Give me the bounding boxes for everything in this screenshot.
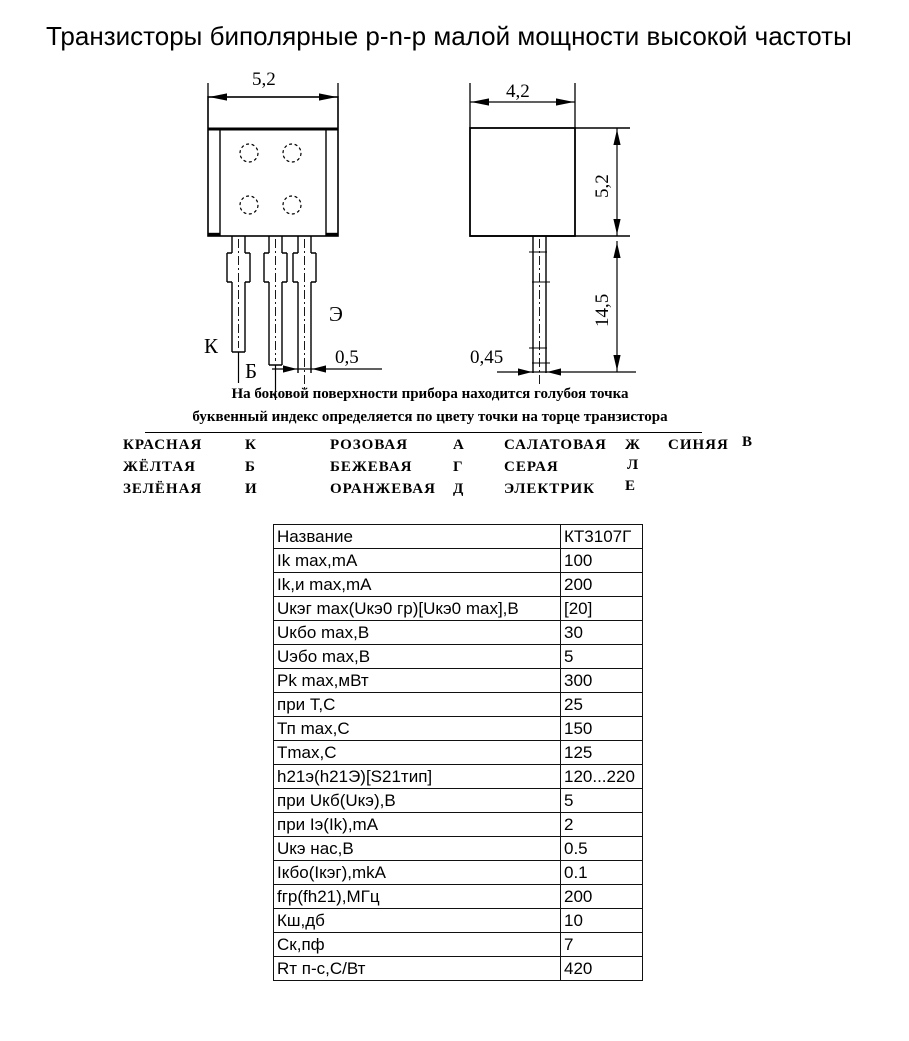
dim-arrow [209, 93, 227, 100]
color-name: КРАСНАЯ [123, 437, 203, 453]
param-value-cell: 300 [561, 669, 643, 693]
front-width-dim-label: 5,2 [252, 69, 276, 90]
param-name-cell: Uкэг max(Uкэ0 гр)[Uкэ0 max],В [274, 597, 561, 621]
color-name: РОЗОВАЯ [330, 437, 409, 453]
table-row [274, 573, 643, 597]
color-name: СИНЯЯ [668, 437, 729, 453]
front-view-drawing [204, 69, 382, 400]
param-name-cell: Тп max,С [274, 717, 561, 741]
param-name-cell: Ik,и max,mA [274, 573, 561, 597]
param-name-cell: Ik max,mA [274, 549, 561, 573]
dim-arrow [471, 98, 489, 105]
dim-arrow [613, 355, 620, 371]
dim-arrow [613, 243, 620, 259]
side-lead [529, 236, 550, 387]
table-row [274, 645, 643, 669]
param-name-cell: Uкбо max,В [274, 621, 561, 645]
table-row [274, 813, 643, 837]
param-value-cell: 25 [561, 693, 643, 717]
param-name-cell: Uэбо max,В [274, 645, 561, 669]
dim-arrow [312, 365, 326, 372]
note-letter-index: буквенный индекс определяется по цвету точки на торце транзистора [192, 409, 668, 425]
param-value-cell: 2 [561, 813, 643, 837]
color-code: А [453, 437, 465, 453]
base-lead [264, 236, 287, 400]
hole-circle [283, 144, 301, 162]
table-row [274, 525, 643, 549]
param-value-cell: 30 [561, 621, 643, 645]
param-value-cell: 200 [561, 573, 643, 597]
color-name: СЕРАЯ [504, 459, 559, 475]
dim-arrow [319, 93, 337, 100]
param-name-cell: Rт п-с,С/Вт [274, 957, 561, 981]
table-row [274, 885, 643, 909]
table-row [274, 837, 643, 861]
hole-circle [283, 196, 301, 214]
color-code: Ж [625, 437, 641, 453]
param-value-cell: 120...220 [561, 765, 643, 789]
side-view-drawing [470, 81, 636, 387]
param-value-cell: 5 [561, 645, 643, 669]
front-lead-width-dim-label: 0,5 [335, 347, 359, 368]
param-value-cell: 420 [561, 957, 643, 981]
table-row [274, 765, 643, 789]
color-name: ОРАНЖЕВАЯ [330, 481, 436, 497]
table-row [274, 957, 643, 981]
hole-circle [240, 196, 258, 214]
param-name-cell: при Iэ(Ik),mA [274, 813, 561, 837]
table-row [274, 789, 643, 813]
color-name: ЖЁЛТАЯ [123, 459, 196, 475]
side-height-dim-label: 5,2 [592, 174, 613, 198]
table-row [274, 909, 643, 933]
color-name: ЭЛЕКТРИК [504, 481, 595, 497]
param-value-cell: 150 [561, 717, 643, 741]
dim-arrow [518, 368, 532, 375]
color-code: И [245, 481, 258, 497]
color-code: Е [625, 478, 637, 494]
hole-circle [240, 144, 258, 162]
param-value-cell: КТ3107Г [561, 525, 643, 549]
parameter-table [273, 524, 643, 981]
dim-arrow [547, 368, 561, 375]
param-value-cell: [20] [561, 597, 643, 621]
param-name-cell: Uкэ нас,В [274, 837, 561, 861]
param-name-cell: Pk max,мВт [274, 669, 561, 693]
table-row [274, 717, 643, 741]
param-name-cell: h21э(h21Э)[S21тип] [274, 765, 561, 789]
table-row [274, 669, 643, 693]
color-code: Д [453, 481, 465, 497]
table-row [274, 549, 643, 573]
note-blue-dot: На боковой поверхности прибора находится голубоя точка [231, 386, 629, 402]
dim-arrow [556, 98, 574, 105]
color-code: К [245, 437, 257, 453]
param-name-cell: Tmax,С [274, 741, 561, 765]
param-name-cell: fгр(fh21),МГц [274, 885, 561, 909]
param-name-cell: Ск,пф [274, 933, 561, 957]
color-name: ЗЕЛЁНАЯ [123, 481, 203, 497]
table-row [274, 933, 643, 957]
param-name-cell: Iкбо(Iкэг),mkA [274, 861, 561, 885]
param-name-cell: Кш,дб [274, 909, 561, 933]
side-lead-width-dim-label: 0,45 [470, 347, 504, 368]
param-value-cell: 7 [561, 933, 643, 957]
param-value-cell: 0.5 [561, 837, 643, 861]
dim-arrow [613, 130, 620, 146]
page-title: Транзисторы биполярные p-n-p малой мощности высокой частоты [46, 21, 852, 51]
color-code: Г [453, 459, 464, 475]
side-lead-length-dim-label: 14,5 [592, 293, 613, 327]
param-name-cell: при Uкб(Uкэ),В [274, 789, 561, 813]
table-row [274, 597, 643, 621]
param-value-cell: 100 [561, 549, 643, 573]
color-name: БЕЖЕВАЯ [330, 459, 413, 475]
table-row [274, 861, 643, 885]
emitter-label: Э [329, 302, 343, 326]
param-value-cell: 200 [561, 885, 643, 909]
dim-arrow [613, 219, 620, 235]
param-name-cell: Название [274, 525, 561, 549]
param-name-cell: при Т,С [274, 693, 561, 717]
table-row [274, 693, 643, 717]
param-value-cell: 10 [561, 909, 643, 933]
param-value-cell: 0.1 [561, 861, 643, 885]
param-value-cell: 125 [561, 741, 643, 765]
color-code: В [742, 434, 754, 450]
side-width-dim-label: 4,2 [506, 81, 530, 102]
color-name: САЛАТОВАЯ [504, 437, 607, 453]
collector-label: К [204, 334, 219, 358]
emitter-lead [293, 236, 316, 390]
dim-arrow [283, 365, 297, 372]
table-row [274, 621, 643, 645]
table-row [274, 741, 643, 765]
base-label: Б [245, 359, 258, 383]
package-drawings [0, 55, 909, 400]
color-code: Л [627, 457, 640, 473]
color-code: Б [245, 459, 256, 475]
param-value-cell: 5 [561, 789, 643, 813]
separator-line [145, 432, 702, 433]
